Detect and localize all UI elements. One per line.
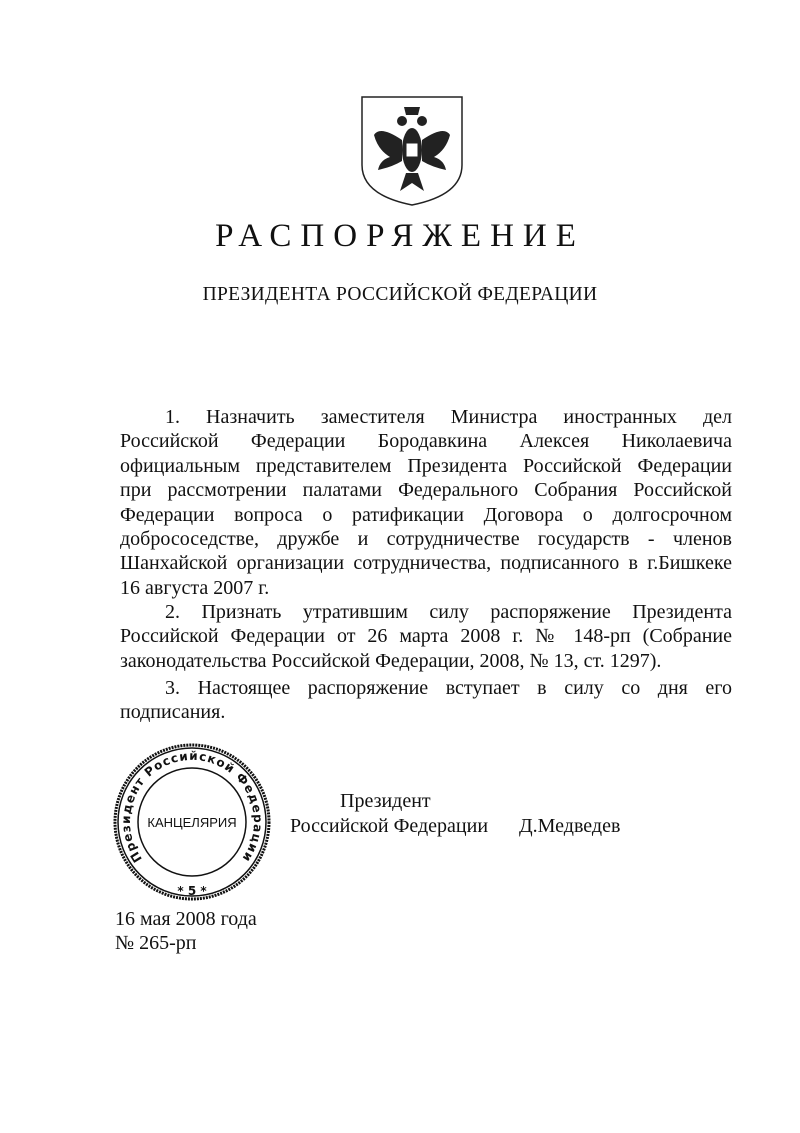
coat-of-arms-emblem: [360, 95, 464, 207]
text-line: 3. Настоящее распоряжение вступает в силу со дня его: [165, 677, 732, 699]
text-line: 16 августа 2007 г.: [120, 576, 270, 599]
paragraph-3: [120, 676, 732, 725]
text-line: Российской Федерации Бородавкина Алексея Николаевича: [120, 430, 732, 453]
text-line: подписания.: [120, 701, 226, 724]
text-line: 1. Назначить заместителя Министра иностранных дел: [165, 406, 732, 428]
text-line: законодательства Российской Федерации, 2008, № 13, ст. 1297).: [120, 649, 662, 672]
stamp-outer-text: Президент Российской Федерации: [118, 748, 266, 866]
text-line: Федерации вопроса о ратификации Договора о долгосрочном: [120, 503, 732, 526]
signature-position-line1: Президент: [340, 790, 431, 812]
text-line: при рассмотрении палатами Федерального Собрания Российской: [120, 479, 732, 502]
signature-position-line2: Российской Федерации: [290, 815, 489, 837]
stamp-center-text: КАНЦЕЛЯРИЯ: [147, 815, 237, 830]
text-line: официальным представителем Президента Российской Федерации: [120, 454, 732, 477]
official-stamp: [112, 742, 272, 902]
signatory-name: Д.Медведев: [519, 815, 621, 837]
paragraph-1: [120, 405, 732, 600]
stamp-number: * 5 *: [177, 884, 207, 898]
text-line: Российской Федерации от 26 марта 2008 г. № 148-рп (Собрание: [120, 625, 732, 648]
document-number: № 265-рп: [115, 932, 197, 954]
document-title: РАСПОРЯЖЕНИЕ: [215, 218, 585, 254]
document-date: 16 мая 2008 года: [115, 908, 257, 930]
paragraph-2: [120, 600, 732, 673]
text-line: Шанхайской организации сотрудничества, подписанного в г.Бишкеке: [120, 552, 732, 575]
text-line: добрососедстве, дружбе и сотрудничестве государств - членов: [120, 527, 732, 550]
text-line: 2. Признать утратившим силу распоряжение Президента: [165, 601, 732, 623]
document-subtitle: ПРЕЗИДЕНТА РОССИЙСКОЙ ФЕДЕРАЦИИ: [202, 284, 598, 305]
